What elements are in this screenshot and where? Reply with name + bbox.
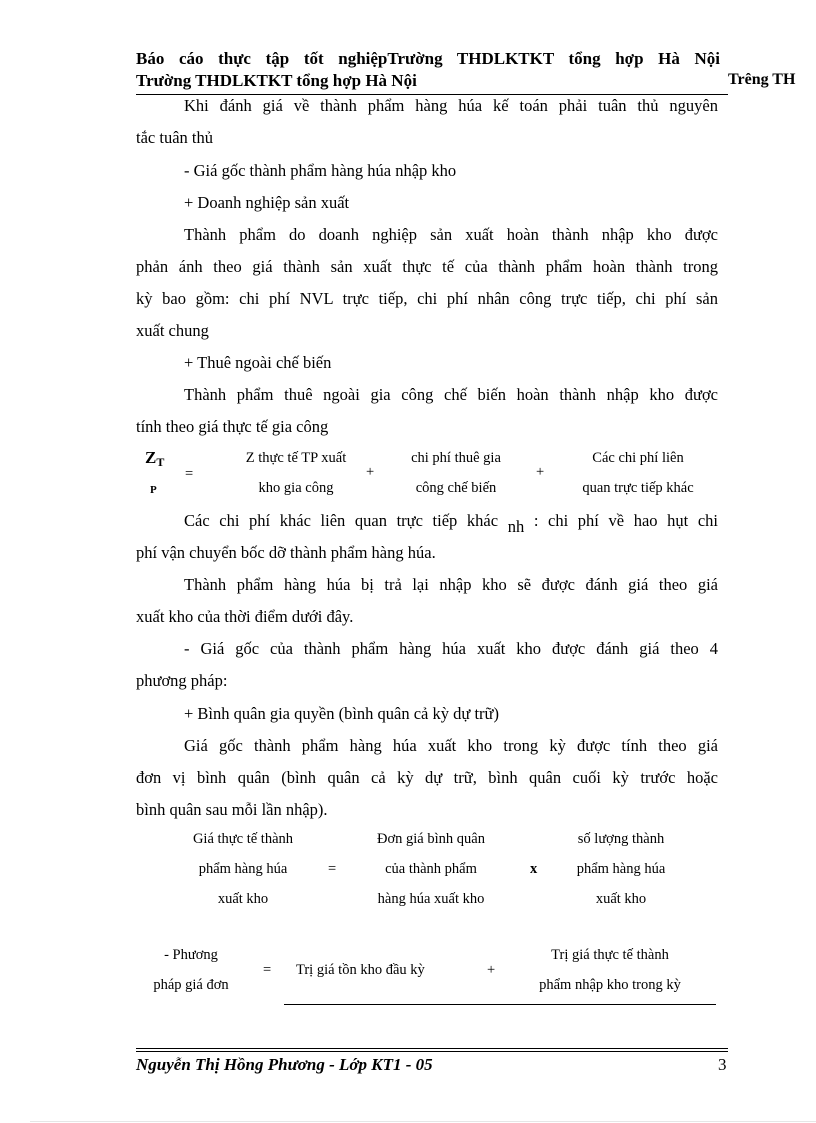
formula1-plus-2: + <box>536 464 545 480</box>
formula2-right-line3: xuất kho <box>595 891 647 907</box>
paragraph-7a: Giá gốc thành phẩm hàng húa xuất kho trong kỳ được tính theo giá <box>184 736 718 755</box>
formula3-equals: = <box>263 962 272 978</box>
formula3-term1: Trị giá tồn kho đầu kỳ <box>296 962 425 978</box>
formula2-right-line1: số lượng thành <box>577 831 665 847</box>
paragraph-2d: xuất chung <box>136 321 209 340</box>
formula2-left-line2: phẩm hàng húa <box>198 861 288 877</box>
paragraph-5b: xuất kho của thời điểm dưới đây. <box>136 607 354 626</box>
formula2-mid-line1: Đơn giá bình quân <box>377 831 485 847</box>
formula1-term1-line2: kho gia công <box>258 480 334 496</box>
footer-rule-bottom <box>136 1051 728 1052</box>
page-bottom-border <box>30 1121 816 1122</box>
list-item-giagoc: - Giá gốc thành phẩm hàng húa nhập kho <box>184 161 457 180</box>
formula1-plus-1: + <box>366 464 375 480</box>
formula1-z-letter: Z <box>145 448 157 467</box>
paragraph-2b: phản ánh theo giá thành sản xuất thực tế của thành phẩm hoàn thành trong <box>136 257 718 276</box>
page-number: 3 <box>718 1055 727 1074</box>
paragraph-2c: kỳ bao gồm: chi phí NVL trực tiếp, chi phí nhân công trực tiếp, chi phí sản <box>136 289 718 308</box>
paragraph-4a <box>136 505 718 537</box>
formula3-term2-line1: Trị giá thực tế thành <box>551 947 669 963</box>
formula2-mid-line2: của thành phẩm <box>385 861 477 877</box>
footer-author: Nguyễn Thị Hồng Phương - Lớp KT1 - 05 <box>136 1055 433 1074</box>
formula1-term2-line2: công chế biến <box>415 480 497 496</box>
footer-rule-top <box>136 1048 728 1049</box>
formula3-left-line2: pháp giá đơn <box>153 977 229 993</box>
header-title: Báo cáo thực tập tốt nghiệpTrường THDLKTKT tổng hợp Hà Nội <box>136 49 720 68</box>
paragraph-2a: Thành phẩm do doanh nghiệp sản xuất hoàn thành nhập kho được <box>184 225 718 244</box>
formula1-term3-line2: quan trực tiếp khác <box>582 480 694 496</box>
formula1-equals: = <box>185 466 194 482</box>
paragraph-3a: Thành phẩm thuê ngoài gia công chế biến hoàn thành nhập kho được <box>184 385 718 404</box>
formula2-left-line1: Giá thực tế thành <box>192 831 294 847</box>
formula2-equals: = <box>328 861 337 877</box>
formula2-mid-line3: hàng húa xuất kho <box>377 891 485 907</box>
formula2-right-line2: phẩm hàng húa <box>576 861 666 877</box>
list-item-thuengoai: + Thuê ngoài chế biến <box>184 353 332 372</box>
paragraph-6a: - Giá gốc của thành phẩm hàng húa xuất kho được đánh giá theo 4 <box>184 639 718 658</box>
formula3-left-line1: - Phương <box>164 947 218 963</box>
formula3-term2-line2: phẩm nhập kho trong kỳ <box>539 977 681 993</box>
formula1-p: P <box>150 484 157 496</box>
paragraph-7c: bình quân sau mỗi lần nhập). <box>136 800 328 819</box>
paragraph-1a: Khi đánh giá về thành phẩm hàng húa kế toán phải tuân thủ nguyên <box>184 96 718 115</box>
list-item-doanhnghiep: + Doanh nghiệp sản xuất <box>184 193 350 212</box>
paragraph-4a-text: Các chi phí khác liên quan trực tiếp khác <box>184 511 499 530</box>
formula1-term1-line1: Z thực tế TP xuất <box>245 450 347 466</box>
formula3-plus: + <box>487 962 496 978</box>
list-item-binhquan: + Bình quân gia quyền (bình quân cả kỳ dự trữ) <box>184 704 499 723</box>
formula3-fraction-bar <box>284 1004 716 1005</box>
paragraph-3b: tính theo giá thực tế gia công <box>136 417 329 436</box>
formula2-left-line3: xuất kho <box>217 891 269 907</box>
formula1-t-sub: T <box>156 455 165 469</box>
paragraph-7b: đơn vị bình quân (bình quân cả kỳ dự trữ, bình quân cuối kỳ trước hoặc <box>136 768 718 787</box>
paragraph-1b: tắc tuân thủ <box>136 128 213 147</box>
header-school: Trường THDLKTKT tổng hợp Hà Nội <box>136 71 417 90</box>
formula1-term3-line1: Các chi phí liên <box>592 450 684 466</box>
paragraph-6b: phương pháp: <box>136 671 228 690</box>
formula1-term2-line1: chi phí thuê gia <box>411 450 501 466</box>
paragraph-4b: phí vận chuyển bốc dỡ thành phẩm hàng húa. <box>136 543 436 562</box>
paragraph-4a-tail: : chi phí về hao hụt chi <box>533 511 719 530</box>
header-overflow-text: Trêng TH <box>728 71 796 88</box>
paragraph-4a-sub: nh <box>507 517 525 536</box>
formula1-z <box>145 448 164 468</box>
formula2-times: x <box>530 861 538 877</box>
paragraph-5a: Thành phẩm hàng húa bị trả lại nhập kho sẽ được đánh giá theo giá <box>184 575 718 594</box>
